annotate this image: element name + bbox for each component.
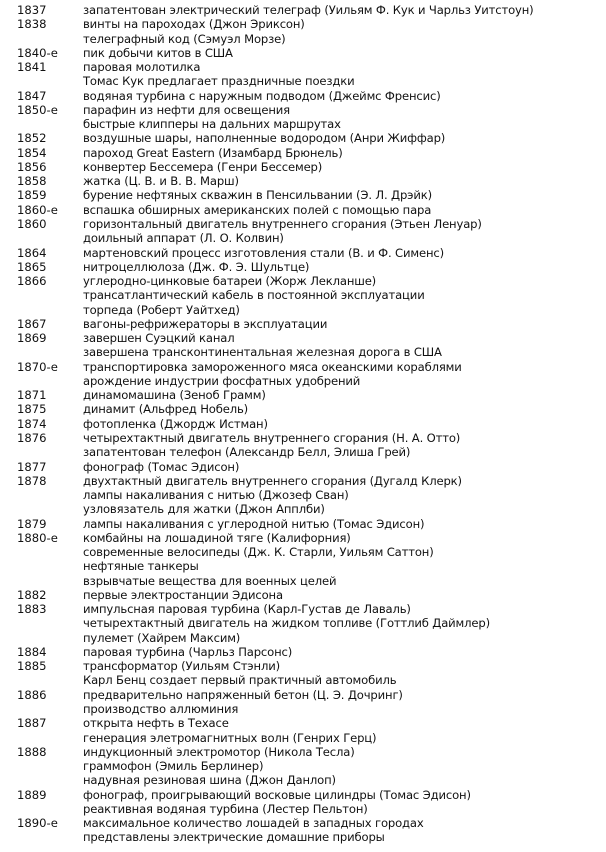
row-event: транспортировка замороженного мяса океанскими кораблями xyxy=(83,359,462,374)
row-date: 1885 xyxy=(17,659,47,674)
timeline-row xyxy=(0,731,606,745)
row-date: 1854 xyxy=(17,145,47,160)
row-event: производство аллюминия xyxy=(83,702,239,717)
timeline-row xyxy=(0,688,606,702)
timeline-row xyxy=(0,816,606,830)
timeline-row xyxy=(0,231,606,245)
row-event: телеграфный код (Сэмуэл Морзе) xyxy=(83,31,286,46)
timeline-row xyxy=(0,46,606,60)
row-event: углеродно-цинковые батареи (Жорж Лекланше) xyxy=(83,274,377,289)
timeline-row xyxy=(0,673,606,687)
row-date: 1858 xyxy=(17,174,47,189)
row-date: 1838 xyxy=(17,17,47,32)
row-event: лампы накаливания с углеродной нитью (Томас Эдисон) xyxy=(83,516,425,531)
timeline-row xyxy=(0,474,606,488)
timeline-row xyxy=(0,260,606,274)
timeline-row xyxy=(0,460,606,474)
row-event: фонограф (Томас Эдисон) xyxy=(83,459,240,474)
timeline-row xyxy=(0,203,606,217)
timeline-row xyxy=(0,631,606,645)
timeline-row xyxy=(0,374,606,388)
row-event: трансформатор (Уильям Стэнли) xyxy=(83,659,280,674)
row-event: динамомашина (Зеноб Грамм) xyxy=(83,388,266,403)
timeline-row xyxy=(0,388,606,402)
row-date: 1871 xyxy=(17,388,47,403)
row-event: бурение нефтяных скважин в Пенсильвании (Э. Л. Дрэйк) xyxy=(83,188,432,203)
row-event: первые электростанции Эдисона xyxy=(83,587,283,602)
row-event: торпеда (Роберт Уайтхед) xyxy=(83,302,240,317)
row-event: нефтяные танкеры xyxy=(83,559,199,574)
row-date: 1876 xyxy=(17,430,47,445)
row-event: реактивная водяная турбина (Лестер Пельтон) xyxy=(83,801,368,816)
timeline-row xyxy=(0,531,606,545)
row-date: 1874 xyxy=(17,416,47,431)
timeline-row xyxy=(0,345,606,359)
row-event: запатентован электрический телеграф (Уильям Ф. Кук и Чарльз Уитстоун) xyxy=(83,3,534,17)
row-date: 1875 xyxy=(17,402,47,417)
timeline-row xyxy=(0,445,606,459)
row-event: взрывчатые вещества для военных целей xyxy=(83,573,337,588)
row-event: водяная турбина с наружным подводом (Джеймс Френсис) xyxy=(83,88,441,103)
row-date: 1860 xyxy=(17,216,47,231)
row-date: 1841 xyxy=(17,60,47,75)
timeline-row xyxy=(0,488,606,502)
row-date: 1877 xyxy=(17,459,47,474)
timeline-row xyxy=(0,702,606,716)
row-date: 1880-е xyxy=(17,530,58,545)
row-event: трансатлантический кабель в постоянной эксплуатации xyxy=(83,288,425,303)
row-date: 1860-е xyxy=(17,202,58,217)
row-date: 1889 xyxy=(17,787,47,802)
row-event: запатентован телефон (Александр Белл, Элиша Грей) xyxy=(83,445,411,460)
row-event: горизонтальный двигатель внутреннего сгорания (Этьен Ленуар) xyxy=(83,216,482,231)
timeline-row xyxy=(0,60,606,74)
timeline-row xyxy=(0,517,606,531)
row-event: пик добычи китов в США xyxy=(83,45,233,60)
row-date: 1882 xyxy=(17,587,47,602)
timeline-row xyxy=(0,417,606,431)
timeline-row xyxy=(0,602,606,616)
row-event: вагоны-рефрижераторы в эксплуатации xyxy=(83,316,328,331)
row-event: узловязатель для жатки (Джон Апплби) xyxy=(83,502,325,517)
row-event: парафин из нефти для освещения xyxy=(83,102,291,117)
row-date: 1867 xyxy=(17,316,47,331)
row-event: фонограф, проигрывающий восковые цилиндры (Томас Эдисон) xyxy=(83,787,471,802)
timeline-row xyxy=(0,89,606,103)
row-event: предварительно напряженный бетон (Ц. Э. Дочринг) xyxy=(83,687,403,702)
row-event: паровая турбина (Чарльз Парсонс) xyxy=(83,644,293,659)
row-event: завершен Суэцкий канал xyxy=(83,331,235,346)
timeline-row xyxy=(0,188,606,202)
timeline-row xyxy=(0,502,606,516)
row-event: надувная резиновая шина (Джон Данлоп) xyxy=(83,773,336,788)
row-date: 1856 xyxy=(17,159,47,174)
timeline-row xyxy=(0,303,606,317)
timeline-row xyxy=(0,117,606,131)
timeline-row xyxy=(0,745,606,759)
timeline-row xyxy=(0,830,606,844)
row-event: лампы накаливания с нитью (Джозеф Сван) xyxy=(83,488,349,503)
timeline-row xyxy=(0,545,606,559)
row-date: 1865 xyxy=(17,259,47,274)
timeline-row xyxy=(0,131,606,145)
row-event: индукционный электромотор (Никола Тесла) xyxy=(83,744,355,759)
row-date: 1887 xyxy=(17,716,47,731)
row-event: генерация элетромагнитных волн (Генрих Герц) xyxy=(83,730,377,745)
row-event: воздушные шары, наполненные водородом (Анри Жиффар) xyxy=(83,131,446,146)
row-date: 1879 xyxy=(17,516,47,531)
timeline-row xyxy=(0,160,606,174)
row-event: представлены электрические домашние приборы xyxy=(83,830,385,845)
row-date: 1878 xyxy=(17,473,47,488)
timeline-row xyxy=(0,217,606,231)
row-event: фотопленка (Джордж Истман) xyxy=(83,416,268,431)
timeline-table xyxy=(0,3,606,845)
row-event: комбайны на лошадиной тяге (Калифорния) xyxy=(83,530,351,545)
timeline-row xyxy=(0,103,606,117)
timeline-row xyxy=(0,431,606,445)
row-date: 1890-е xyxy=(17,816,58,831)
row-event: мартеновский процесс изготовления стали (В. и Ф. Сименс) xyxy=(83,245,444,260)
timeline-row xyxy=(0,360,606,374)
row-event: четырехтактный двигатель на жидком топливе (Готтлиб Даймлер) xyxy=(83,616,490,631)
timeline-row xyxy=(0,174,606,188)
row-event: Томас Кук предлагает праздничные поездки xyxy=(83,74,355,89)
row-date: 1837 xyxy=(17,3,47,17)
timeline-row xyxy=(0,32,606,46)
row-date: 1859 xyxy=(17,188,47,203)
row-date: 1847 xyxy=(17,88,47,103)
timeline-row xyxy=(0,574,606,588)
row-event: пароход Great Eastern (Изамбард Брюнель) xyxy=(83,145,343,160)
timeline-row xyxy=(0,773,606,787)
row-date: 1883 xyxy=(17,602,47,617)
row-event: максимальное количество лошадей в западных городах xyxy=(83,816,424,831)
row-date: 1884 xyxy=(17,644,47,659)
timeline-row xyxy=(0,288,606,302)
row-event: жатка (Ц. В. и В. В. Марш) xyxy=(83,174,239,189)
row-event: Карл Бенц создает первый практичный автомобиль xyxy=(83,673,397,688)
timeline-row xyxy=(0,559,606,573)
row-event: арождение индустрии фосфатных удобрений xyxy=(83,373,361,388)
timeline-row xyxy=(0,588,606,602)
row-date: 1869 xyxy=(17,331,47,346)
timeline-row xyxy=(0,3,606,17)
timeline-row xyxy=(0,802,606,816)
row-event: нитроцеллюлоза (Дж. Ф. Э. Шультце) xyxy=(83,259,310,274)
row-event: четырехтактный двигатель внутреннего сгорания (Н. А. Отто) xyxy=(83,430,461,445)
row-event: вспашка обширных американских полей с помощью пара xyxy=(83,202,432,217)
row-event: граммофон (Эмиль Берлинер) xyxy=(83,759,264,774)
row-event: импульсная паровая турбина (Карл-Густав де Лаваль) xyxy=(83,602,411,617)
timeline-row xyxy=(0,17,606,31)
timeline-row xyxy=(0,616,606,630)
row-event: доильный аппарат (Л. О. Колвин) xyxy=(83,231,284,246)
row-date: 1886 xyxy=(17,687,47,702)
timeline-row xyxy=(0,331,606,345)
timeline-row xyxy=(0,659,606,673)
timeline-row xyxy=(0,274,606,288)
row-date: 1852 xyxy=(17,131,47,146)
row-event: открыта нефть в Техасе xyxy=(83,716,229,731)
timeline-row xyxy=(0,645,606,659)
row-date: 1870-е xyxy=(17,359,58,374)
row-event: пулемет (Хайрем Максим) xyxy=(83,630,241,645)
row-date: 1850-е xyxy=(17,102,58,117)
row-date: 1888 xyxy=(17,744,47,759)
row-event: современные велосипеды (Дж. К. Старли, Уильям Саттон) xyxy=(83,545,434,560)
row-date: 1866 xyxy=(17,274,47,289)
row-date: 1840-е xyxy=(17,45,58,60)
timeline-row xyxy=(0,402,606,416)
timeline-row xyxy=(0,788,606,802)
row-date: 1864 xyxy=(17,245,47,260)
timeline-row xyxy=(0,716,606,730)
row-event: быстрые клипперы на дальних маршрутах xyxy=(83,117,341,132)
timeline-row xyxy=(0,74,606,88)
row-event: винты на пароходах (Джон Эриксон) xyxy=(83,17,305,32)
row-event: паровая молотилка xyxy=(83,60,201,75)
timeline-row xyxy=(0,759,606,773)
timeline-row xyxy=(0,317,606,331)
timeline-row xyxy=(0,246,606,260)
row-event: динамит (Альфред Нобель) xyxy=(83,402,249,417)
row-event: конвертер Бессемера (Генри Бессемер) xyxy=(83,159,323,174)
timeline-row xyxy=(0,146,606,160)
row-event: двухтактный двигатель внутреннего сгорания (Дугалд Клерк) xyxy=(83,473,462,488)
row-event: завершена трансконтинентальная железная дорога в США xyxy=(83,345,442,360)
